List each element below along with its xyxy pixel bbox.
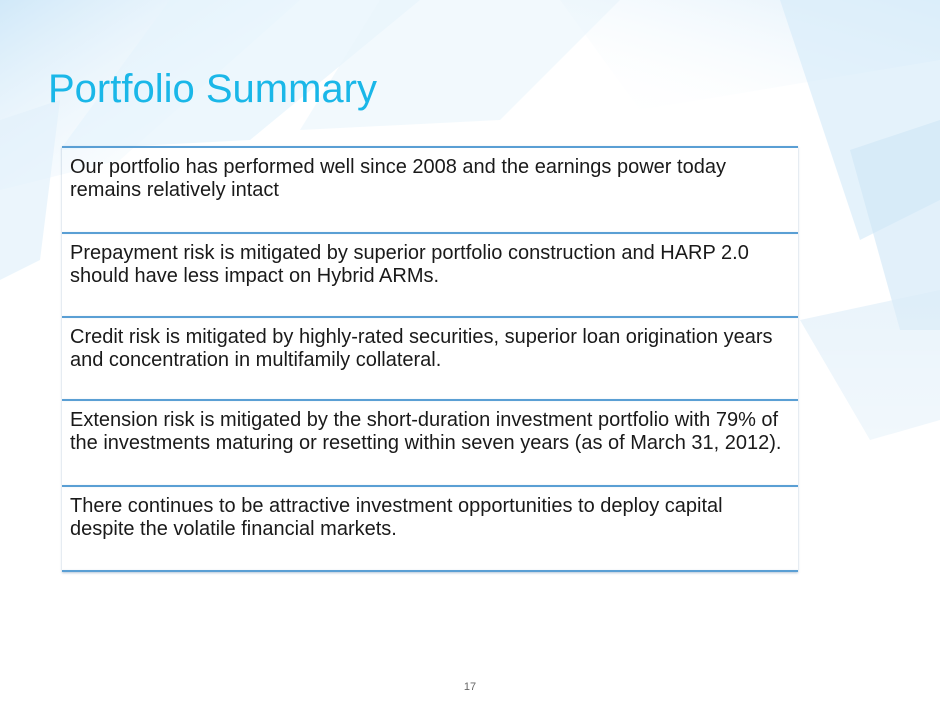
summary-item: There continues to be attractive investment opportunities to deploy capital despite the volatile financial markets. xyxy=(62,485,798,570)
list-bottom-divider xyxy=(62,570,798,572)
page-number: 17 xyxy=(463,681,477,693)
summary-list xyxy=(62,146,798,572)
slide-title: Portfolio Summary xyxy=(48,67,377,111)
summary-item: Extension risk is mitigated by the short-duration investment portfolio with 79% of the investments maturing or resetting within seven years (as of March 31, 2012). xyxy=(62,399,798,485)
summary-item: Our portfolio has performed well since 2008 and the earnings power today remains relatively intact xyxy=(62,146,798,232)
summary-item: Credit risk is mitigated by highly-rated securities, superior loan origination years and concentration in multifamily collateral. xyxy=(62,316,798,399)
summary-item: Prepayment risk is mitigated by superior portfolio construction and HARP 2.0 should have less impact on Hybrid ARMs. xyxy=(62,232,798,316)
